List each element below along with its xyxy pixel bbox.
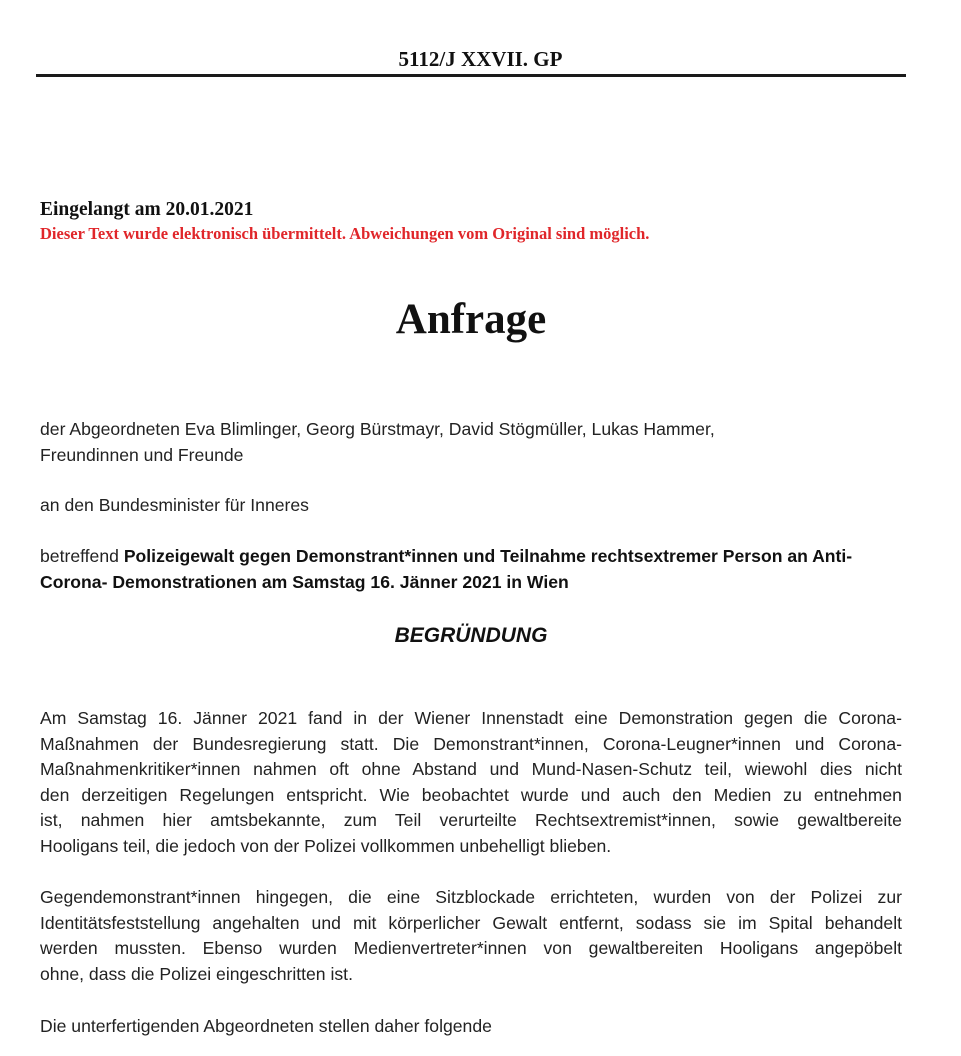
document-title: Anfrage bbox=[395, 296, 547, 343]
recipient bbox=[40, 493, 902, 519]
authors-line-2: Freundinnen und Freunde bbox=[40, 444, 244, 465]
subject-title-part-2: Corona- Demonstrationen am Samstag 16. Jänner 2021 in Wien bbox=[40, 571, 569, 592]
section-heading: BEGRÜNDUNG bbox=[394, 624, 548, 647]
subject-block bbox=[40, 544, 902, 595]
authors-line-1: der Abgeordneten Eva Blimlinger, Georg Bürstmayr, David Stögmüller, Lukas Hammer, bbox=[40, 419, 715, 439]
subject-line-1 bbox=[40, 544, 902, 570]
closing-text: Die unterfertigenden Abgeordneten stellen daher folgende bbox=[40, 1016, 492, 1036]
electronic-transmission-notice: Dieser Text wurde elektronisch übermittelt. Abweichungen vom Original sind möglich. bbox=[40, 224, 650, 243]
closing-sentence bbox=[40, 1014, 902, 1040]
paragraph-1-line: den derzeitigen Regelungen entspricht. Wie beobachtet wurde und auch den Medien zu entnehmen bbox=[40, 784, 902, 805]
subject-title-part-1: Polizeigewalt gegen Demonstrant*innen und Teilnahme rechtsextremer Person an Anti- bbox=[123, 546, 853, 566]
document-id: 5112/J XXVII. GP bbox=[398, 47, 563, 71]
recipient-text: an den Bundesminister für Inneres bbox=[40, 495, 309, 515]
header-divider bbox=[36, 74, 906, 77]
paragraph-2 bbox=[40, 885, 902, 987]
paragraph-1 bbox=[40, 706, 902, 859]
paragraph-2-line: Identitätsfeststellung angehalten und mit körperlicher Gewalt entfernt, sodass sie im Spital behandelt bbox=[40, 912, 903, 933]
subject-prefix: betreffend bbox=[40, 546, 124, 566]
paragraph-2-line: Gegendemonstrant*innen hingegen, die eine Sitzblockade errichteten, wurden von der Polizei zur bbox=[40, 887, 902, 907]
paragraph-1-line: Maßnahmen der Bundesregierung statt. Die Demonstrant*innen, Corona-Leugner*innen und Corona- bbox=[40, 733, 902, 754]
paragraph-1-line: Am Samstag 16. Jänner 2021 fand in der Wiener Innenstadt eine Demonstration gegen die Corona- bbox=[40, 708, 902, 728]
paragraph-2-line: ohne, dass die Polizei eingeschritten ist. bbox=[40, 963, 353, 984]
paragraph-2-line: werden mussten. Ebenso wurden Medienvertreter*innen von gewaltbereiten Hooligans angepöbelt bbox=[40, 938, 902, 958]
paragraph-1-line: Hooligans teil, die jedoch von der Polizei vollkommen unbehelligt blieben. bbox=[40, 835, 612, 856]
paragraph-1-line: ist, nahmen hier amtsbekannte, zum Teil verurteilte Rechtsextremist*innen, sowie gewaltbereite bbox=[40, 810, 902, 830]
paragraph-1-line: Maßnahmenkritiker*innen nahmen oft ohne Abstand und Mund-Nasen-Schutz teil, wiewohl dies nicht bbox=[40, 759, 903, 779]
received-date: Eingelangt am 20.01.2021 bbox=[40, 199, 254, 220]
authors-block bbox=[40, 417, 902, 468]
